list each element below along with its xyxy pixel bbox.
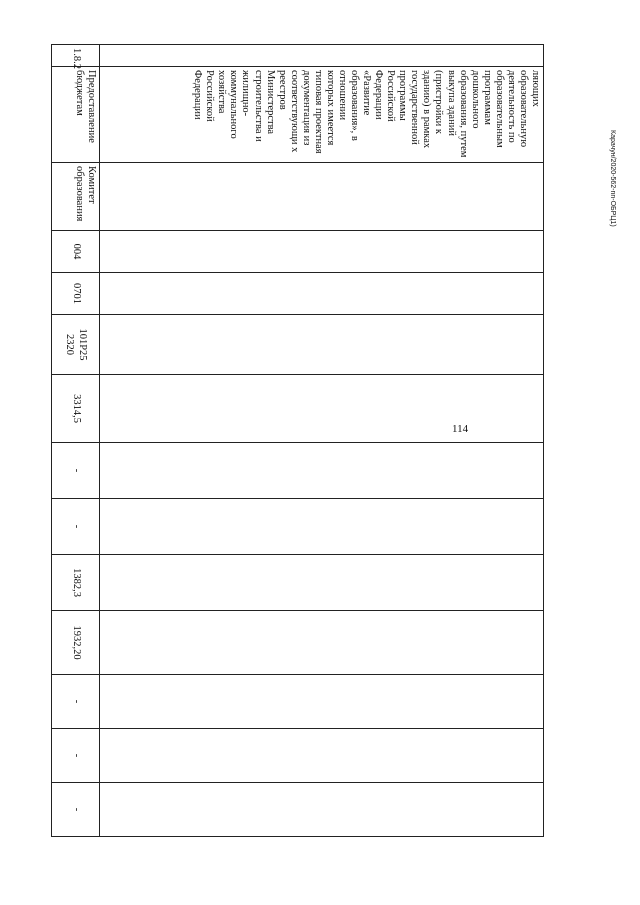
cell-v7-prev: [100, 729, 544, 783]
cell-grbs: 004: [52, 231, 100, 273]
cell-v3: -: [52, 499, 100, 555]
cell-num: 1.8.2: [52, 45, 100, 67]
cell-csr: 101P25 2320: [52, 315, 100, 375]
cell-rzpr: 0701: [52, 273, 100, 315]
cell-num-prev: [100, 45, 544, 67]
cell-v8-prev: [100, 783, 544, 837]
cell-v1-prev: [100, 375, 544, 443]
table-row: [100, 45, 544, 837]
cell-executor: Комитет образования: [52, 163, 100, 231]
cell-v5: 1932,20: [52, 611, 100, 675]
cell-v8: -: [52, 783, 100, 837]
cell-csr-prev: [100, 315, 544, 375]
budget-table-wrapper: [52, 44, 544, 819]
cell-v2-prev: [100, 443, 544, 499]
cell-v6: -: [52, 675, 100, 729]
cell-v4: 1382,3: [52, 555, 100, 611]
cell-rzpr-prev: [100, 273, 544, 315]
budget-table: [51, 44, 544, 837]
document-stamp: Карачун/2020-562-nn-OБРЦ1): [609, 130, 616, 227]
cell-grbs-prev: [100, 231, 544, 273]
table-row: [52, 45, 100, 837]
cell-v4-prev: [100, 555, 544, 611]
cell-v7: -: [52, 729, 100, 783]
cell-v2: -: [52, 443, 100, 499]
cell-v1: 3314,5: [52, 375, 100, 443]
page-number: 114: [452, 423, 469, 435]
cell-description-prev: ляющих образовательную деятельность по образовательным программам дошкольного образования, путем выкупа зданий (пристройки к зданию) в рамках государственной программы Российской Федерации «Развитие образования», в отношении которых имеется типовая проектная документация из соответствующи х реестров Министерства строительства и жилищно-коммунального хозяйства Российской Федерации: [100, 67, 544, 163]
cell-executor-prev: [100, 163, 544, 231]
cell-v3-prev: [100, 499, 544, 555]
cell-v5-prev: [100, 611, 544, 675]
cell-v6-prev: [100, 675, 544, 729]
cell-name: Предоставление бюджетам: [52, 67, 100, 163]
